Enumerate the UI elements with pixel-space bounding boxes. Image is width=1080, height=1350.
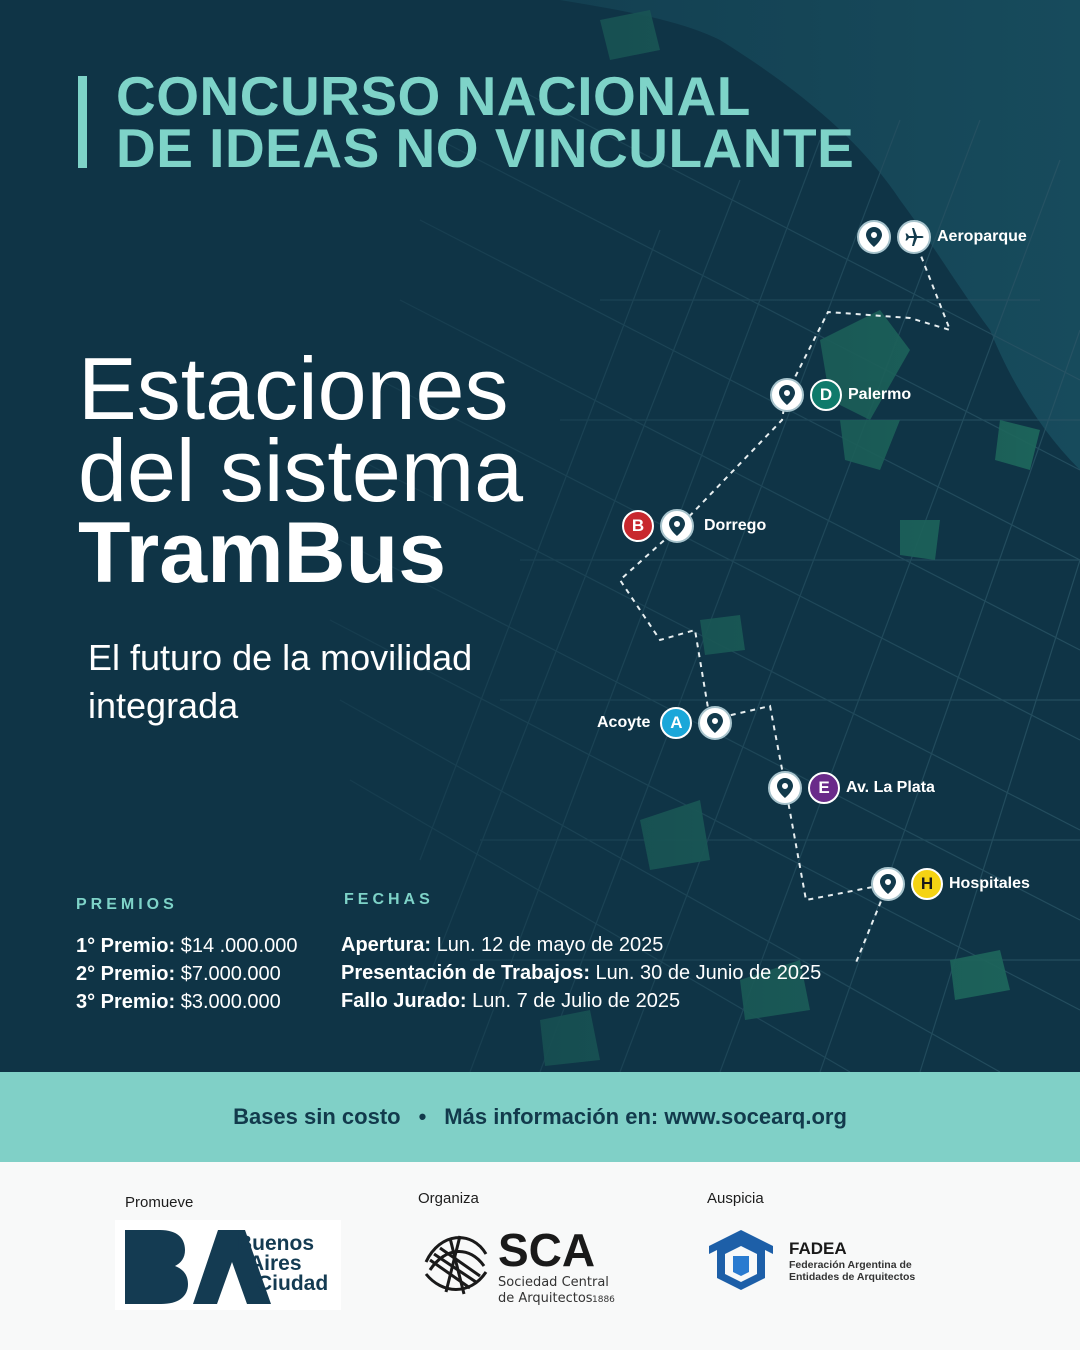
station-av-la-plata <box>768 771 935 805</box>
list-item <box>76 932 297 960</box>
buenos-aires-ciudad-logo <box>115 1220 341 1310</box>
station-label: Av. La Plata <box>846 779 935 796</box>
headline <box>78 339 524 601</box>
fecha-value: Lun. 7 de Julio de 2025 <box>472 990 681 1012</box>
fadea-emblem-icon <box>705 1226 945 1302</box>
station-acoyte <box>597 706 732 740</box>
premio-value: $3.000.000 <box>180 991 281 1013</box>
svg-text:Federación Argentina de: Federación Argentina de <box>789 1259 912 1271</box>
svg-text:Sociedad Central: Sociedad Central <box>498 1275 609 1290</box>
sca-emblem-icon <box>420 1224 620 1314</box>
separator-dot: • <box>418 1104 427 1129</box>
map-pin-icon <box>871 867 905 901</box>
map-pin-icon <box>660 509 694 543</box>
premio-label: 3° Premio: <box>76 991 176 1013</box>
premio-label: 1° Premio: <box>76 935 176 957</box>
contest-title-line2: DE IDEAS NO VINCULANTE <box>116 117 855 179</box>
contest-title-line1: CONCURSO NACIONAL <box>116 65 751 127</box>
sca-logo <box>420 1224 620 1314</box>
station-aeroparque <box>857 220 1027 254</box>
fecha-label: Presentación de Trabajos: <box>341 962 590 984</box>
list-item <box>341 987 821 1015</box>
headline-line2: del sistema <box>78 421 524 520</box>
svg-text:de Arquitectos: de Arquitectos <box>498 1291 593 1306</box>
station-label: Dorrego <box>704 517 767 534</box>
premio-label: 2° Premio: <box>76 963 176 985</box>
bases-text: Bases sin costo <box>233 1104 401 1129</box>
map-pin-icon <box>768 771 802 805</box>
map-pin-icon <box>770 378 804 412</box>
list-item <box>76 960 297 988</box>
station-label: Hospitales <box>949 875 1030 892</box>
subway-line-h-badge: H <box>911 868 943 900</box>
more-info-link[interactable]: Más información en: www.socearq.org <box>444 1104 847 1129</box>
fadea-logo <box>705 1226 945 1302</box>
fecha-label: Fallo Jurado: <box>341 990 467 1012</box>
subway-line-d-badge: D <box>810 379 842 411</box>
headline-line3: TramBus <box>78 505 447 601</box>
station-palermo <box>770 378 911 412</box>
map-pin-icon <box>857 220 891 254</box>
station-dorrego <box>622 509 766 543</box>
list-item <box>341 931 821 959</box>
organiza-label: Organiza <box>418 1190 479 1207</box>
fecha-label: Apertura: <box>341 934 432 956</box>
station-label: Acoyte <box>597 714 651 731</box>
ba-logo-icon <box>115 1220 341 1310</box>
fechas-list <box>341 931 821 1015</box>
station-label: Aeroparque <box>937 228 1027 245</box>
headline-line1: Estaciones <box>78 339 509 438</box>
svg-text:1886: 1886 <box>592 1295 615 1305</box>
plane-icon <box>897 220 931 254</box>
subway-line-b-badge: B <box>622 510 654 542</box>
station-hospitales <box>871 867 1030 901</box>
subway-line-a-badge: A <box>660 707 692 739</box>
premios-title: PREMIOS <box>76 896 178 913</box>
list-item <box>341 959 821 987</box>
svg-text:FADEA: FADEA <box>789 1239 847 1258</box>
contest-title <box>116 65 855 179</box>
fecha-value: Lun. 12 de mayo de 2025 <box>436 934 664 956</box>
premio-value: $14 .000.000 <box>180 935 298 957</box>
list-item <box>76 988 297 1016</box>
svg-text:Buenos: Buenos <box>237 1232 315 1255</box>
fecha-value: Lun. 30 de Junio de 2025 <box>595 962 822 984</box>
info-band <box>0 1072 1080 1162</box>
subheadline: El futuro de la movilidad integrada <box>88 637 473 726</box>
station-label: Palermo <box>848 386 912 403</box>
svg-text:Aires: Aires <box>249 1252 302 1275</box>
svg-text:Entidades de Arquitectos: Entidades de Arquitectos <box>789 1271 916 1283</box>
premio-value: $7.000.000 <box>180 963 281 985</box>
premios-list <box>76 932 297 1016</box>
footer <box>0 1162 1080 1350</box>
fechas-title: FECHAS <box>344 891 434 908</box>
title-accent-bar <box>78 76 87 168</box>
map-pin-icon <box>698 706 732 740</box>
promueve-label: Promueve <box>125 1194 194 1211</box>
svg-text:SCA: SCA <box>498 1224 596 1276</box>
auspicia-label: Auspicia <box>707 1190 764 1207</box>
svg-text:Ciudad: Ciudad <box>257 1272 329 1295</box>
subway-line-e-badge: E <box>808 772 840 804</box>
